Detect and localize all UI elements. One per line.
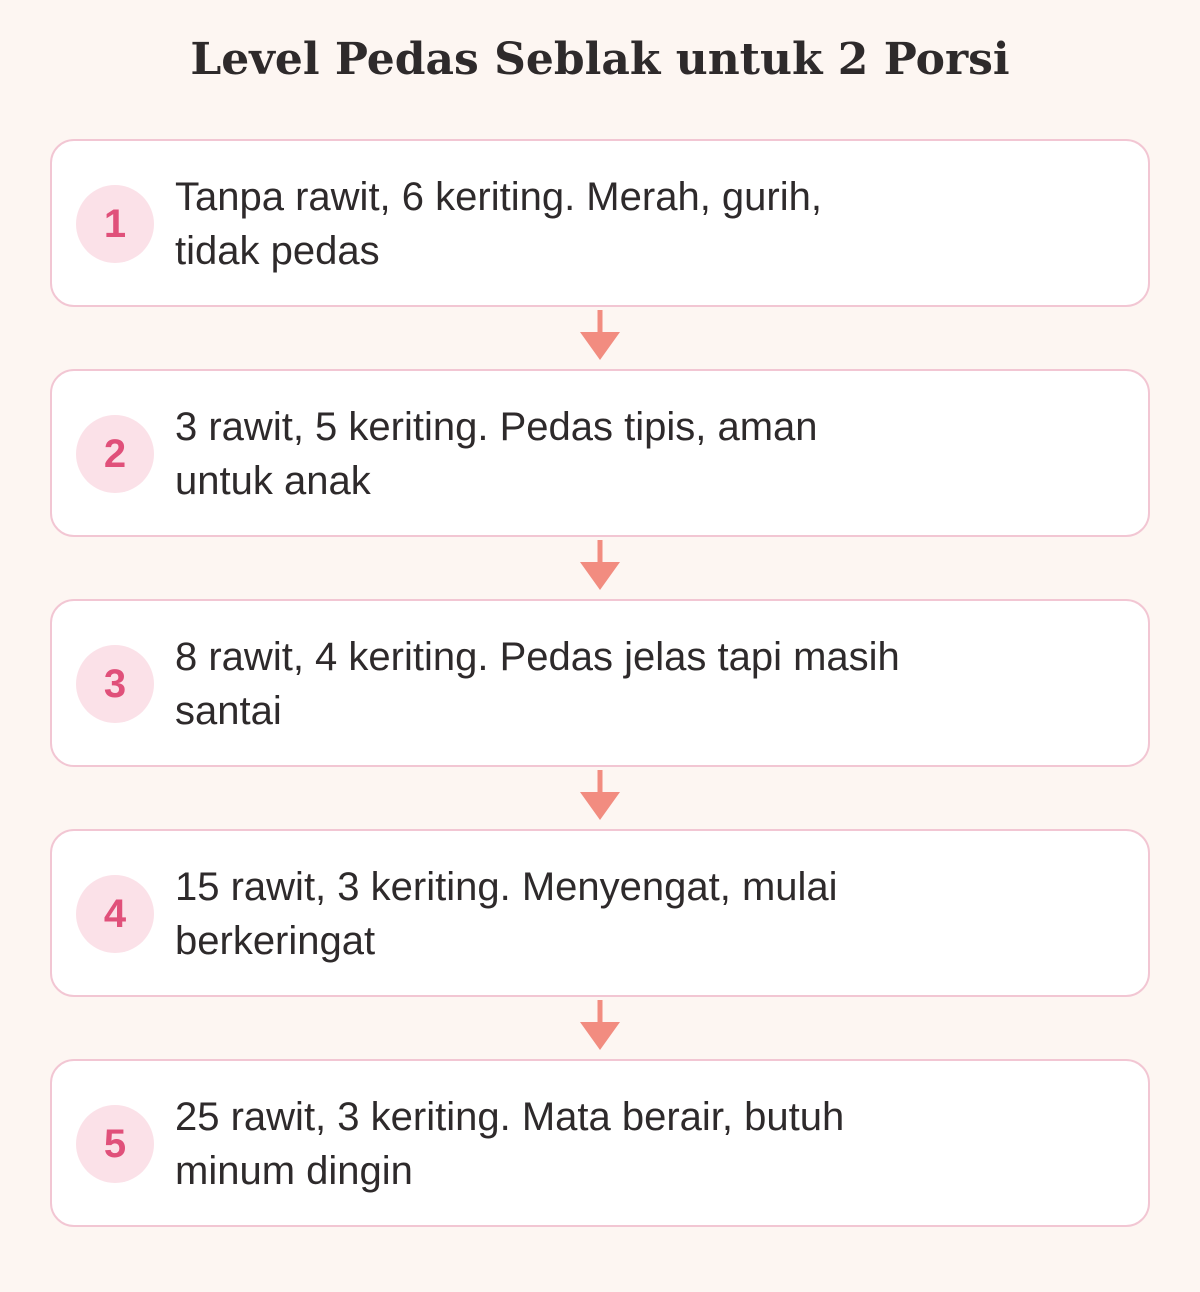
- diagram-title: Level Pedas Seblak untuk 2 Porsi: [190, 34, 1010, 85]
- step-description: 25 rawit, 3 keriting. Mata berair, butuh minum dingin: [175, 1095, 845, 1193]
- step-description: 8 rawit, 4 keriting. Pedas jelas tapi masih santai: [175, 635, 900, 733]
- step-number-badge: 4: [76, 875, 154, 953]
- step-number-badge: 5: [76, 1105, 154, 1183]
- step-connector: [50, 537, 1150, 599]
- level-step-4: [50, 829, 1150, 997]
- level-step-2: [50, 369, 1150, 537]
- step-number-badge: 3: [76, 645, 154, 723]
- arrow-down-icon: [578, 310, 622, 366]
- level-step-5: [50, 1059, 1150, 1227]
- level-step-1: [50, 139, 1150, 307]
- level-flowchart: [50, 139, 1150, 1227]
- step-connector: [50, 997, 1150, 1059]
- step-description: Tanpa rawit, 6 keriting. Merah, gurih, tidak pedas: [175, 175, 822, 273]
- step-description: 3 rawit, 5 keriting. Pedas tipis, aman untuk anak: [175, 405, 818, 503]
- step-connector: [50, 307, 1150, 369]
- step-description: 15 rawit, 3 keriting. Menyengat, mulai berkeringat: [175, 865, 838, 963]
- arrow-down-icon: [578, 1000, 622, 1056]
- arrow-down-icon: [578, 540, 622, 596]
- level-step-3: [50, 599, 1150, 767]
- step-number-badge: 1: [76, 185, 154, 263]
- step-number-badge: 2: [76, 415, 154, 493]
- step-connector: [50, 767, 1150, 829]
- arrow-down-icon: [578, 770, 622, 826]
